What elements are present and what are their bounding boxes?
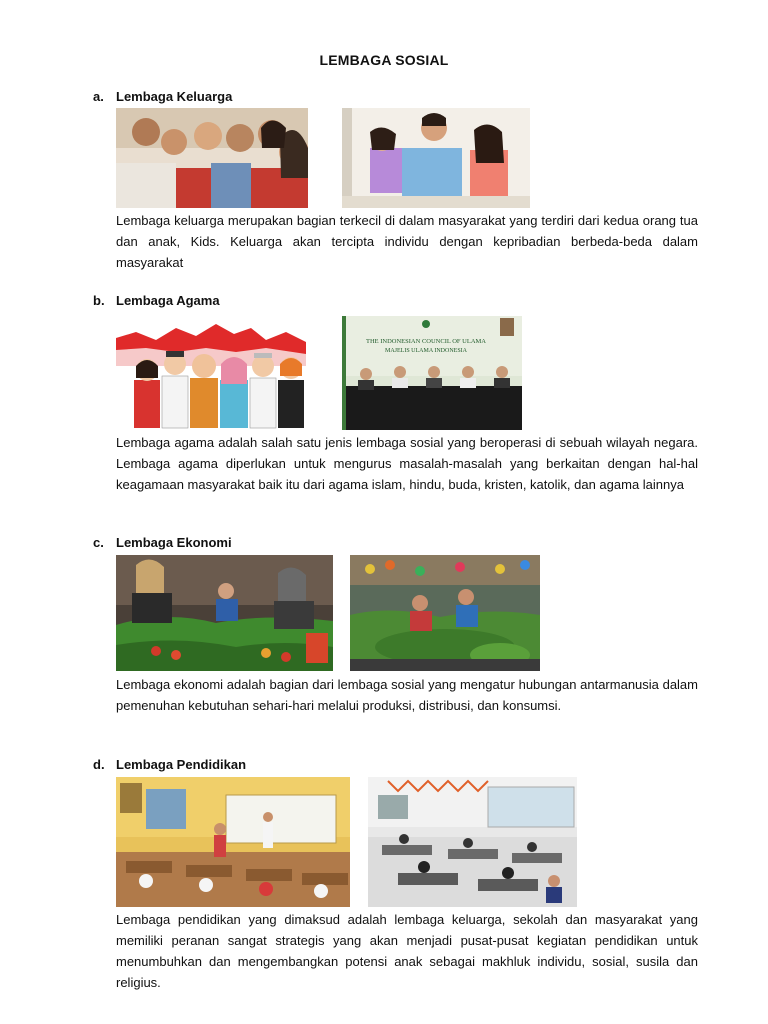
section-title: Lembaga Keluarga xyxy=(116,89,233,104)
paragraph-pendidikan: Lembaga pendidikan yang dimaksud adalah lembaga keluarga, sekolah dan masyarakat yang memiliki peranan sangat strategis yang akan menjadi pusat-pusat kegiatan pendidikan untuk menumbuhkan dan mengembangkan potensi anak sebagai makhluk individu, sosial, susila dan religius. xyxy=(116,912,698,990)
section-heading-agama xyxy=(93,293,220,308)
page-title: LEMBAGA SOSIAL xyxy=(319,52,449,68)
paragraph-keluarga: Lembaga keluarga merupakan bagian terkecil di dalam masyarakat yang terdiri dari kedua orang tua dan anak, Kids. Keluarga akan tercipta individu dengan kepribadian berbeda-beda dalam masyarakat xyxy=(116,213,698,270)
floating-market-photo xyxy=(350,555,540,671)
section-title: Lembaga Pendidikan xyxy=(116,757,247,772)
section-title: Lembaga Ekonomi xyxy=(116,535,232,550)
section-title: Lembaga Agama xyxy=(116,293,220,308)
section-heading-pendidikan xyxy=(93,757,246,772)
classroom-photo-2 xyxy=(368,777,577,907)
council-name-indonesian: MAJELIS ULAMA INDONESIA xyxy=(385,348,467,354)
section-heading-ekonomi xyxy=(93,535,232,550)
paragraph-agama: Lembaga agama adalah salah satu jenis lembaga sosial yang beroperasi di sebuah wilayah negara. Lembaga agama diperlukan untuk mengurus masalah-masalah yang berkaitan dengan hal-hal keagamaan masyarakat baik itu dari agama islam, hindu, buda, kristen, katolik, dan agama lainnya xyxy=(116,435,698,492)
section-heading-keluarga xyxy=(93,89,232,104)
section-letter: a. xyxy=(93,89,104,104)
section-letter: b. xyxy=(93,293,105,308)
ulama-council-photo xyxy=(342,316,522,430)
council-name-english: THE INDONESIAN COUNCIL OF ULAMA xyxy=(365,338,487,345)
section-letter: c. xyxy=(93,535,104,550)
paragraph-ekonomi: Lembaga ekonomi adalah bagian dari lembaga sosial yang mengatur hubungan antarmanusia dalam pemenuhan kebutuhan sehari-hari melalui produksi, distribusi, dan konsumsi. xyxy=(116,677,698,713)
parents-children-photo xyxy=(342,108,530,208)
vegetable-market-photo xyxy=(116,555,333,671)
family-group-photo xyxy=(116,108,308,208)
religions-illustration xyxy=(116,318,306,430)
section-letter: d. xyxy=(93,757,105,772)
classroom-photo-1 xyxy=(116,777,350,907)
